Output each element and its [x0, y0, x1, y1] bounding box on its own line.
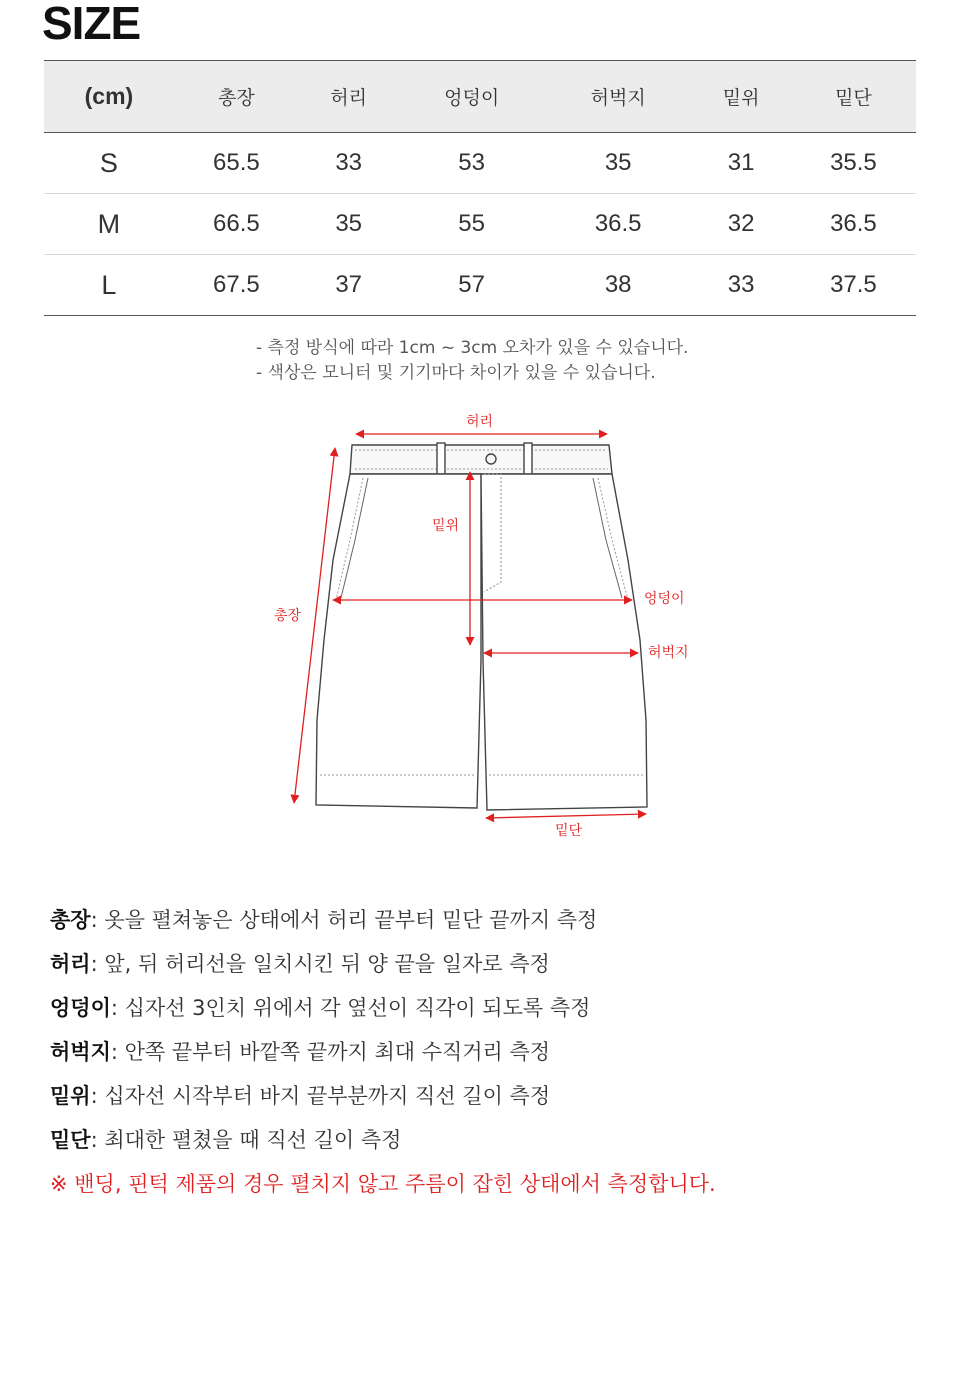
- measurement-definitions: [50, 898, 716, 1206]
- thigh-label: 허벅지: [648, 645, 689, 661]
- shorts-measurement-diagram: [0, 400, 960, 860]
- hem-label: 밑단: [555, 823, 583, 839]
- size-label: L: [44, 255, 174, 316]
- definition-item: [50, 986, 716, 1030]
- table-cell: 35: [545, 133, 692, 194]
- definition-item: [50, 1118, 716, 1162]
- note-line: - 색상은 모니터 및 기기마다 차이가 있을 수 있습니다.: [256, 363, 656, 383]
- definition-item: [50, 1074, 716, 1118]
- definition-desc: : 옷을 펼쳐놓은 상태에서 허리 끝부터 밑단 끝까지 측정: [90, 908, 598, 932]
- table-cell: 65.5: [174, 133, 299, 194]
- definition-desc: : 십자선 시작부터 바지 끝부분까지 직선 길이 측정: [90, 1084, 551, 1108]
- table-cell: 36.5: [545, 194, 692, 255]
- table-cell: 33: [691, 255, 790, 316]
- table-cell: 37: [299, 255, 398, 316]
- shorts-illustration: [316, 443, 647, 810]
- warning-note: ※ 밴딩, 핀턱 제품의 경우 펼치지 않고 주름이 잡힌 상태에서 측정합니다.: [50, 1172, 716, 1196]
- hip-label: 엉덩이: [644, 591, 685, 607]
- definition-desc: : 십자선 3인치 위에서 각 옆선이 직각이 되도록 측정: [110, 996, 591, 1020]
- table-cell: 67.5: [174, 255, 299, 316]
- header-rise: 밑위: [691, 61, 790, 133]
- belt-loop: [524, 443, 532, 474]
- definition-term: 밑단: [50, 1128, 91, 1152]
- size-label: M: [44, 194, 174, 255]
- table-cell: 33: [299, 133, 398, 194]
- note-line: - 측정 방식에 따라 1cm ~ 3cm 오차가 있을 수 있습니다.: [256, 338, 689, 358]
- header-hem: 밑단: [791, 61, 916, 133]
- table-row: [44, 133, 916, 194]
- table-row: [44, 255, 916, 316]
- rise-label: 밑위: [432, 518, 460, 534]
- unit-header: (cm): [44, 61, 174, 133]
- table-cell: 57: [398, 255, 545, 316]
- definition-desc: : 앞, 뒤 허리선을 일치시킨 뒤 양 끝을 일자로 측정: [90, 952, 550, 976]
- definition-item: [50, 942, 716, 986]
- definition-term: 총장: [50, 908, 91, 932]
- waistband-shape: [350, 445, 612, 474]
- table-cell: 36.5: [791, 194, 916, 255]
- measurement-notes: [256, 336, 688, 386]
- table-cell: 53: [398, 133, 545, 194]
- header-waist: 허리: [299, 61, 398, 133]
- definition-desc: : 최대한 펼쳤을 때 직선 길이 측정: [90, 1128, 402, 1152]
- header-hip: 엉덩이: [398, 61, 545, 133]
- table-cell: 35: [299, 194, 398, 255]
- table-cell: 31: [691, 133, 790, 194]
- definition-term: 밑위: [50, 1084, 91, 1108]
- table-cell: 37.5: [791, 255, 916, 316]
- length-label: 총장: [274, 608, 302, 624]
- size-label: S: [44, 133, 174, 194]
- definition-term: 엉덩이: [50, 996, 111, 1020]
- size-table: [44, 60, 916, 316]
- hem-line: [486, 814, 646, 818]
- belt-loop: [437, 443, 445, 474]
- right-leg-shape: [481, 474, 647, 810]
- definition-term: 허리: [50, 952, 91, 976]
- page-title: SIZE: [42, 0, 141, 49]
- header-total-length: 총장: [174, 61, 299, 133]
- size-table-header: [44, 61, 916, 133]
- definition-item: [50, 898, 716, 942]
- definition-item: [50, 1030, 716, 1074]
- table-cell: 32: [691, 194, 790, 255]
- table-cell: 38: [545, 255, 692, 316]
- table-cell: 66.5: [174, 194, 299, 255]
- definition-term: 허벅지: [50, 1040, 111, 1064]
- header-thigh: 허벅지: [545, 61, 692, 133]
- table-cell: 55: [398, 194, 545, 255]
- table-row: [44, 194, 916, 255]
- waist-label: 허리: [466, 414, 494, 430]
- table-cell: 35.5: [791, 133, 916, 194]
- definition-desc: : 안쪽 끝부터 바깥쪽 끝까지 최대 수직거리 측정: [110, 1040, 551, 1064]
